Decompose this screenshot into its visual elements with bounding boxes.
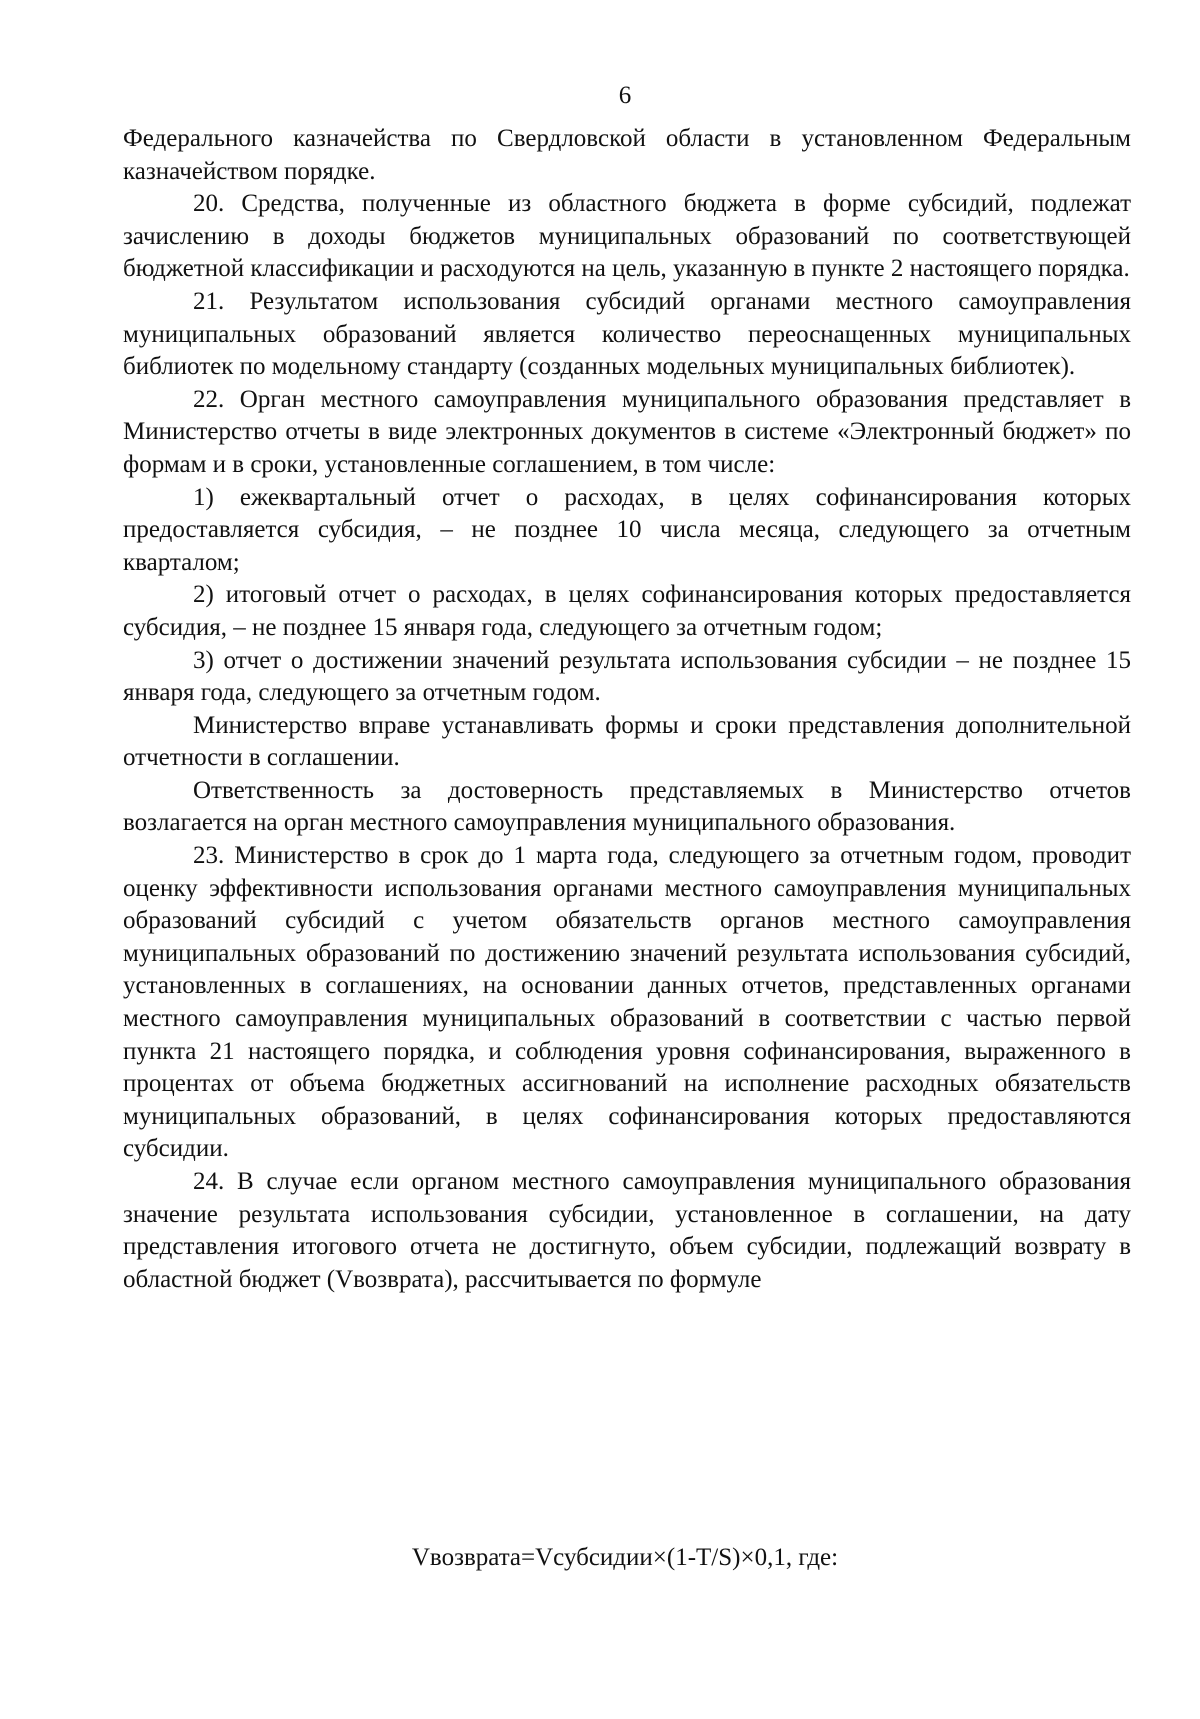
paragraph-20: 20. Средства, полученные из областного бюджета в форме субсидий, подлежат зачислению в доходы бюджетов муниципальных образований по соответствующей бюджетной классификации и расходуются на цель, указанную в пункте 2 настоящего порядка. bbox=[123, 190, 1131, 283]
paragraph-22: 22. Орган местного самоуправления муниципального образования представляет в Министерство отчеты в виде электронных документов в системе «Электронный бюджет» по формам и в сроки, установленные соглашением, в том числе: bbox=[123, 385, 1131, 478]
paragraph-24: 24. В случае если органом местного самоуправления муниципального образования значение результата использования субсидии, установленное в соглашении, на дату представления итогового отчета не достигнуто, объем субсидии, подлежащий возврату в областной бюджет (Vвозврата), рассчитывается по формуле bbox=[123, 1168, 1131, 1293]
page-number: 6 bbox=[618, 82, 632, 109]
document-body bbox=[123, 123, 1131, 1296]
list-item-3: 3) отчет о достижении значений результата использования субсидии – не позднее 15 января года, следующего за отчетным годом. bbox=[123, 646, 1131, 707]
paragraph-23: 23. Министерство в срок до 1 марта года, следующего за отчетным годом, проводит оценку эффективности использования органами местного самоуправления муниципальных образований субсидий с учетом обязательств органов местного самоуправления муниципальных образований по достижению значений результата использования субсидий, установленных в соглашениях, на основании данных отчетов, представленных органами местного самоуправления муниципальных образований в соответствии с частью первой пункта 21 настоящего порядка, и соблюдения уровня софинансирования, выраженного в процентах от объема бюджетных ассигнований на исполнение расходных обязательств муниципальных образований, в целях софинансирования которых предоставляются субсидии. bbox=[123, 842, 1131, 1163]
paragraph-continuation: Федерального казначейства по Свердловской области в установленном Федеральным казначейством порядке. bbox=[123, 125, 1131, 185]
paragraph-21: 21. Результатом использования субсидий органами местного самоуправления муниципальных образований является количество переоснащенных муниципальных библиотек по модельному стандарту (созданных модельных муниципальных библиотек). bbox=[123, 287, 1131, 381]
formula: Vвозврата=Vсубсидии×(1-T/S)×0,1, где: bbox=[411, 1544, 839, 1571]
list-item-2: 2) итоговый отчет о расходах, в целях софинансирования которых предоставляется субсидия, – не позднее 15 января года, следующего за отчетным годом; bbox=[123, 581, 1131, 641]
list-item-1: 1) ежеквартальный отчет о расходах, в целях софинансирования которых предоставляется субсидия, – не позднее 10 числа месяца, следующего за отчетным кварталом; bbox=[123, 483, 1131, 576]
paragraph-ministry-forms: Министерство вправе устанавливать формы и сроки представления дополнительной отчетности в соглашении. bbox=[123, 711, 1131, 772]
paragraph-responsibility: Ответственность за достоверность представляемых в Министерство отчетов возлагается на орган местного самоуправления муниципального образования. bbox=[123, 776, 1131, 837]
